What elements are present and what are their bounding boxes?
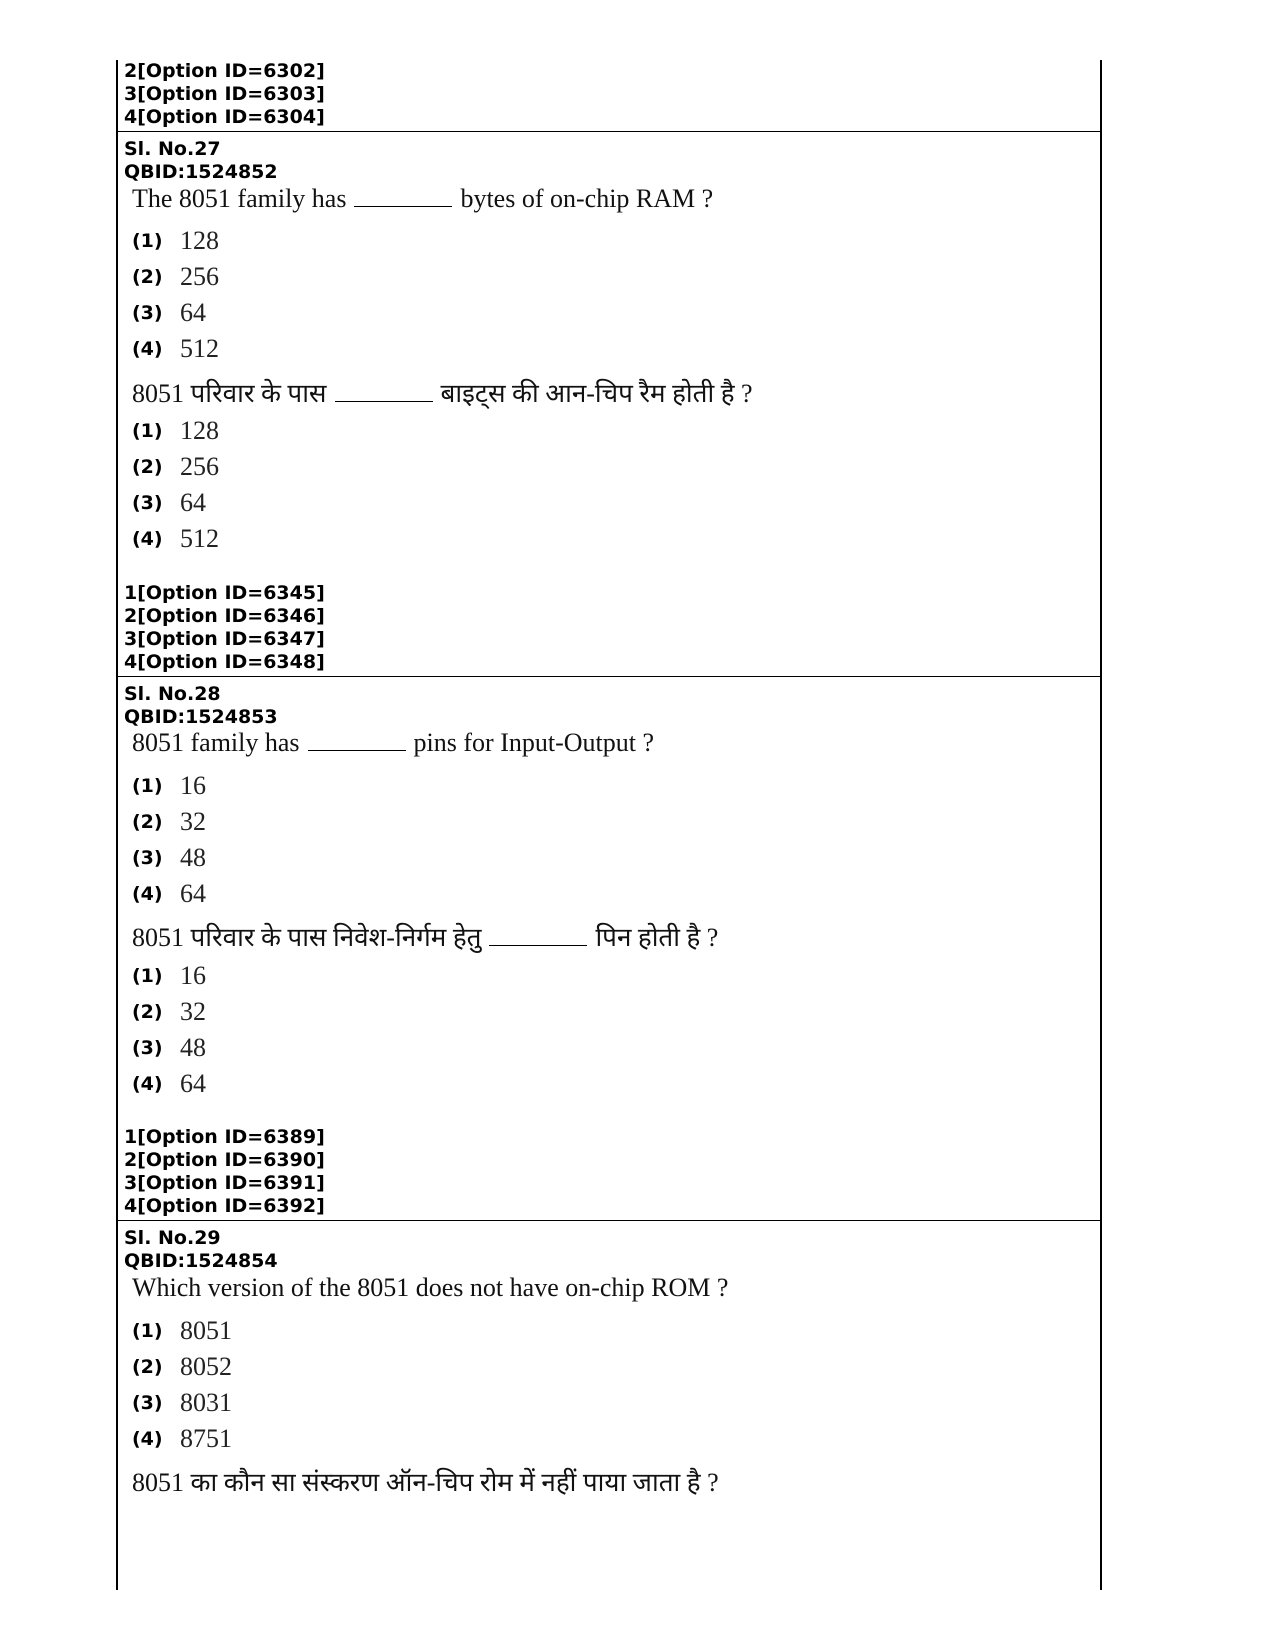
serial-number: Sl. No.28 xyxy=(124,683,221,705)
option-id: 3[Option ID=6347] xyxy=(124,628,325,650)
row-divider xyxy=(118,131,1100,132)
question-text-english: Which version of the 8051 does not have on-chip ROM ? xyxy=(132,1273,729,1302)
option-id-list xyxy=(124,1126,325,1218)
question-text-hindi: 8051 परिवार के पास निवेश-निर्गम हेतु पिन होती है ? xyxy=(132,923,719,952)
option-id-list xyxy=(124,60,325,129)
option-id: 3[Option ID=6391] xyxy=(124,1172,325,1194)
option-item: (1) 128 xyxy=(132,226,219,255)
option-item: (2) 256 xyxy=(132,262,219,291)
option-item: (2) 32 xyxy=(132,997,206,1026)
option-id: 1[Option ID=6389] xyxy=(124,1126,325,1148)
question-table xyxy=(116,60,1102,1590)
row-divider xyxy=(118,676,1100,677)
qbid: QBID:1524853 xyxy=(124,706,278,728)
question-text-english: The 8051 family has bytes of on-chip RAM ? xyxy=(132,184,714,213)
option-item: (1) 16 xyxy=(132,771,206,800)
answer-blank xyxy=(489,945,587,946)
option-id: 3[Option ID=6303] xyxy=(124,83,325,105)
option-item: (3) 48 xyxy=(132,1033,206,1062)
option-id: 2[Option ID=6346] xyxy=(124,605,325,627)
option-item: (2) 8052 xyxy=(132,1352,232,1381)
option-id: 4[Option ID=6392] xyxy=(124,1195,325,1217)
option-item: (3) 8031 xyxy=(132,1388,232,1417)
option-item: (4) 64 xyxy=(132,1069,206,1098)
option-item: (4) 64 xyxy=(132,879,206,908)
option-id: 2[Option ID=6390] xyxy=(124,1149,325,1171)
serial-number: Sl. No.29 xyxy=(124,1227,221,1249)
answer-blank xyxy=(308,750,406,751)
option-item: (1) 128 xyxy=(132,416,219,445)
option-id-list xyxy=(124,582,325,674)
option-id: 1[Option ID=6345] xyxy=(124,582,325,604)
question-header xyxy=(124,1227,278,1273)
question-text-hindi: 8051 का कौन सा संस्करण ऑन-चिप रोम में नहीं पाया जाता है ? xyxy=(132,1468,719,1497)
serial-number: Sl. No.27 xyxy=(124,138,221,160)
qbid: QBID:1524854 xyxy=(124,1250,278,1272)
row-divider xyxy=(118,1220,1100,1221)
question-text-hindi: 8051 परिवार के पास बाइट्स की आन-चिप रैम होती है ? xyxy=(132,379,753,408)
option-item: (4) 8751 xyxy=(132,1424,232,1453)
question-header xyxy=(124,683,278,729)
option-item: (1) 16 xyxy=(132,961,206,990)
option-item: (3) 64 xyxy=(132,488,206,517)
option-item: (2) 256 xyxy=(132,452,219,481)
qbid: QBID:1524852 xyxy=(124,161,278,183)
question-header xyxy=(124,138,278,184)
option-item: (4) 512 xyxy=(132,524,219,553)
option-id: 4[Option ID=6348] xyxy=(124,651,325,673)
option-id: 2[Option ID=6302] xyxy=(124,60,325,82)
option-item: (3) 48 xyxy=(132,843,206,872)
answer-blank xyxy=(354,206,452,207)
option-item: (2) 32 xyxy=(132,807,206,836)
option-item: (1) 8051 xyxy=(132,1316,232,1345)
question-text-english: 8051 family has pins for Input-Output ? xyxy=(132,728,654,757)
option-id: 4[Option ID=6304] xyxy=(124,106,325,128)
option-item: (4) 512 xyxy=(132,334,219,363)
option-item: (3) 64 xyxy=(132,298,206,327)
answer-blank xyxy=(335,401,433,402)
